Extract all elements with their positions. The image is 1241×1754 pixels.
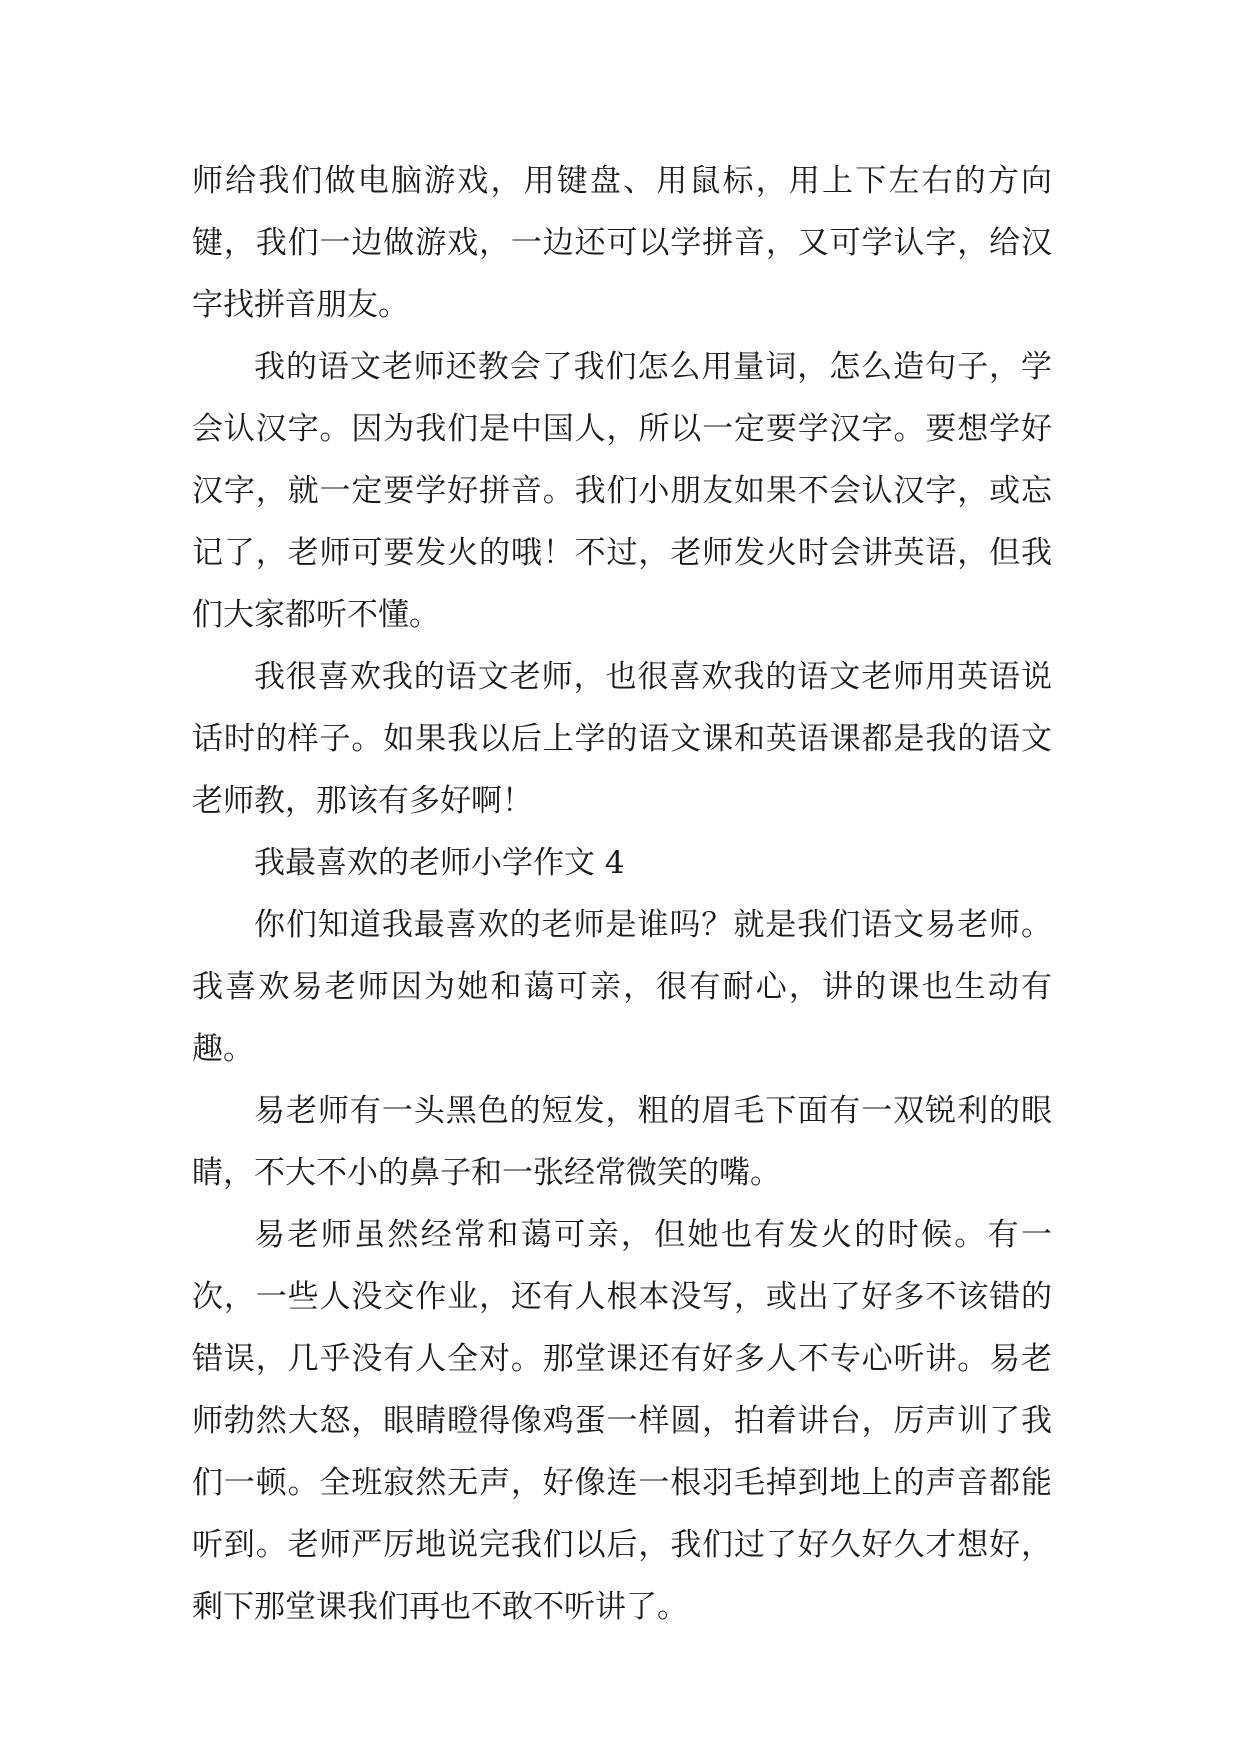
- document-body: [192, 150, 1052, 1638]
- section-heading: 我最喜欢的老师小学作文 4: [254, 845, 625, 881]
- paragraph: 你们知道我最喜欢的老师是谁吗？就是我们语文易老师。我喜欢易老师因为她和蔼可亲，很有耐心，讲的课也生动有趣。: [192, 907, 1052, 1067]
- paragraph: 我的语文老师还教会了我们怎么用量词，怎么造句子，学会认汉字。因为我们是中国人，所以一定要学汉字。要想学好汉字，就一定要学好拼音。我们小朋友如果不会认汉字，或忘记了，老师可要发火的哦！不过，老师发火时会讲英语，但我们大家都听不懂。: [192, 349, 1052, 633]
- paragraph: 易老师有一头黑色的短发，粗的眉毛下面有一双锐利的眼睛，不大不小的鼻子和一张经常微笑的嘴。: [192, 1093, 1052, 1191]
- paragraph: 易老师虽然经常和蔼可亲，但她也有发火的时候。有一次，一些人没交作业，还有人根本没写，或出了好多不该错的错误，几乎没有人全对。那堂课还有好多人不专心听讲。易老师勃然大怒，眼睛瞪得像鸡蛋一样圆，拍着讲台，厉声训了我们一顿。全班寂然无声，好像连一根羽毛掉到地上的声音都能听到。老师严厉地说完我们以后，我们过了好久好久才想好，剩下那堂课我们再也不敢不听讲了。: [192, 1217, 1052, 1625]
- paragraph: 我很喜欢我的语文老师，也很喜欢我的语文老师用英语说话时的样子。如果我以后上学的语文课和英语课都是我的语文老师教，那该有多好啊！: [192, 659, 1052, 819]
- paragraph-continuation: 师给我们做电脑游戏，用键盘、用鼠标，用上下左右的方向键，我们一边做游戏，一边还可以学拼音，又可学认字，给汉字找拼音朋友。: [192, 163, 1052, 323]
